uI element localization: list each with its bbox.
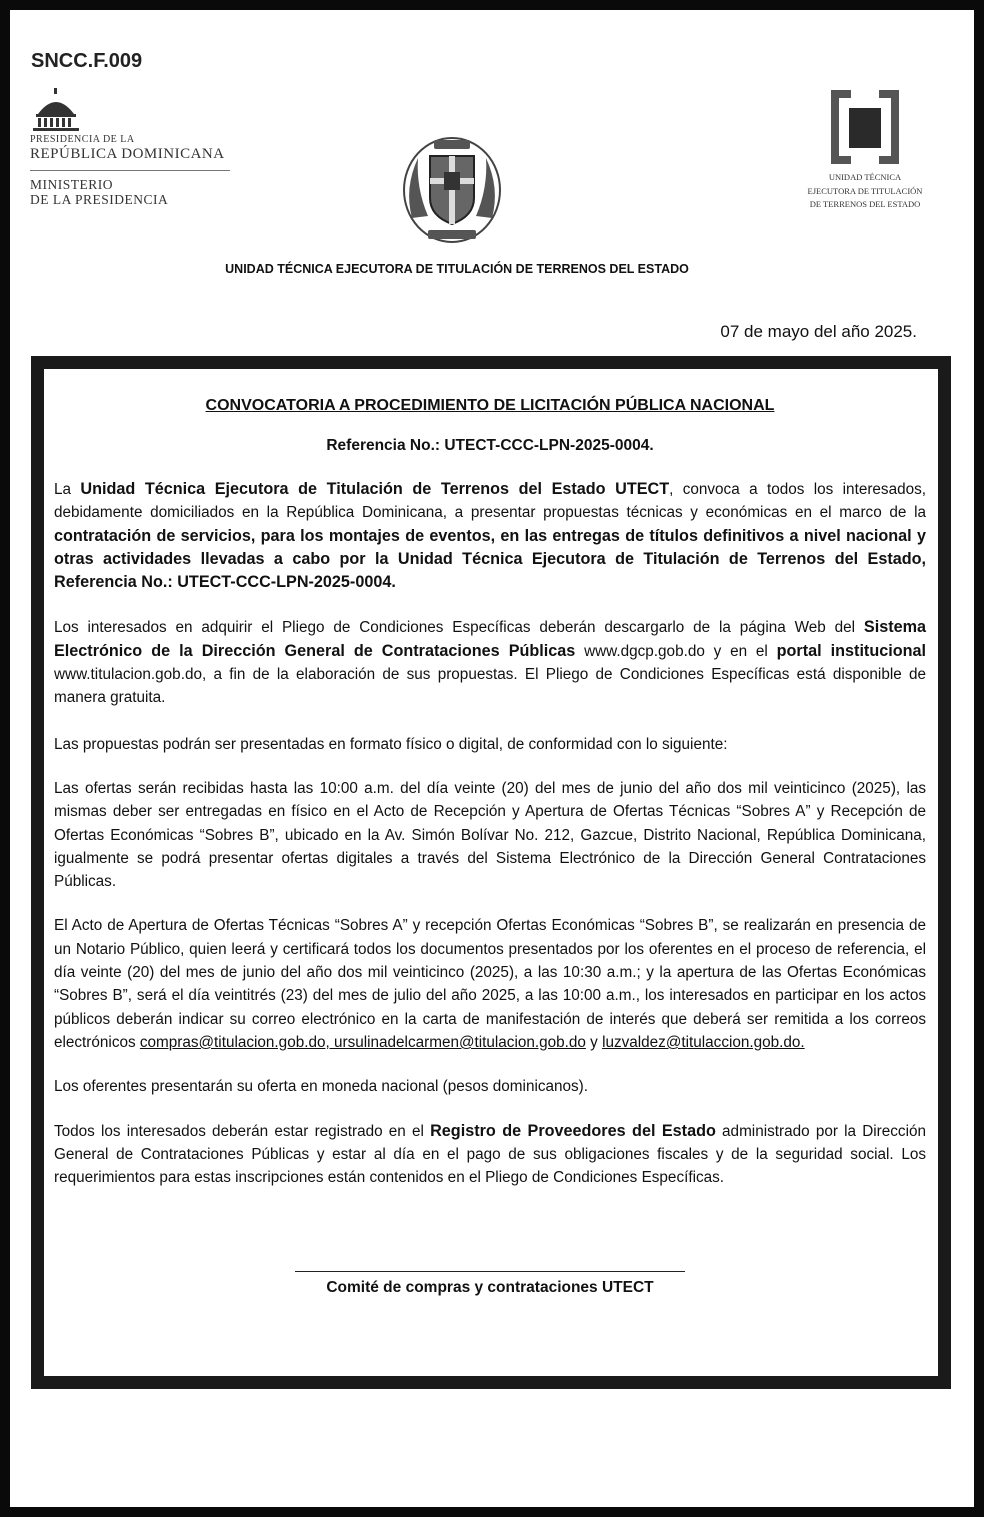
presidency-line-1: PRESIDENCIA DE LA [30,134,135,145]
email-link-luzvaldez[interactable]: luzvaldez@titulaccion.gob.do. [602,1033,805,1051]
paragraph-conditions: Los interesados en adquirir el Pliego de Condiciones Específicas deberán descargarlo de la página Web del Sistema Electrónico de la Dirección General de Contrataciones Públicas www.dgcp.gob.do y en el portal institucional www.titulacion.gob.do, a fin de la elaboración de sus propuestas. El Pliego de Condiciones Específicas está disponible de manera gratuita. [54,618,926,707]
coat-of-arms-icon [398,128,506,246]
agency-header: UNIDAD TÉCNICA EJECUTORA DE TITULACIÓN DE TERRENOS DEL ESTADO [225,262,689,276]
paragraph-format: Las propuestas podrán ser presentadas en formato físico o digital, de conformidad con lo siguiente: [54,735,728,753]
paragraph-deadline: Las ofertas serán recibidas hasta las 10:00 a.m. del día veinte (20) del mes de junio del año dos mil veinticinco (2025), las mismas deber ser entregadas en físico en el Acto de Recepción y Apertura de Ofertas Técnicas “Sobres A” y Recepción de Ofertas Económicas “Sobres B”, ubicado en la Av. Simón Bolívar No. 212, Gazcue, Distrito Nacional, República Dominicana, igualmente se podrá presentar ofertas digitales a través del Sistema Electrónico de la Dirección General Contrataciones Públicas. [54,779,926,891]
paragraph-registry: Todos los interesados deberán estar registrado en el Registro de Proveedores del Estado administrado por la Dirección General de Contrataciones Públicas y estar al día en el pago de sus obligaciones fiscales y de la seguridad social. Los requerimientos para estas inscripciones están contenidos en el Pliego de Condiciones Específicas. [54,1121,926,1187]
notice-box [31,356,951,1389]
capitol-dome-icon [30,88,82,132]
notice-content [54,369,926,1297]
ministry-line-2: DE LA PRESIDENCIA [30,192,169,207]
signature-committee: Comité de compras y contrataciones UTECT [326,1279,654,1297]
presidency-line-2: REPÚBLICA DOMINICANA [30,146,225,162]
logo-divider [30,170,230,171]
paragraph-currency: Los oferentes presentarán su oferta en moneda nacional (pesos dominicanos). [54,1078,589,1096]
utect-logo-line-2: EJECUTORA DE TITULACIÓN [807,185,923,196]
utect-logo-line-1: UNIDAD TÉCNICA [828,172,902,182]
ministry-line-1: MINISTERIO [30,177,113,192]
paragraph-opening: El Acto de Apertura de Ofertas Técnicas “Sobres A” y recepción Ofertas Económicas “Sobres B”, se realizarán en presencia de un Notario Público, quien leerá y certificará todos los documentos presentados por los oferentes en el proceso de referencia, el día veinte (20) del mes de junio del año dos mil veinticinco (2025), a las 10:30 a.m.; y la apertura de las Ofertas Económicas “Sobres B”, será el día veintitrés (23) del mes de julio del año 2025, a las 10:00 a.m., los interesados en participar en los actos públicos deberán indicar su correo electrónico en la carta de manifestación de interés que deberá ser remitida a los correos electrónicos compras@titulacion.gob.do, ursulinadelcarmen@titulacion.gob.do y luzvaldez@titulaccion.gob.do. [54,917,926,1051]
utect-logo-line-3: DE TERRENOS DEL ESTADO [809,199,921,209]
utect-emblem-icon [827,90,903,164]
paragraph-convocation: La Unidad Técnica Ejecutora de Titulación de Terrenos del Estado UTECT, convoca a todos los interesados, debidamente domiciliados en la República Dominicana, a presentar propuestas técnicas y económicas en el marco de la contratación de servicios, para los montajes de eventos, en las entregas de títulos definitivos a nivel nacional y otras actividades llevadas a cabo por la Unidad Técnica Ejecutora de Titulación de Terrenos del Estado, Referencia No.: UTECT-CCC-LPN-2025-0004. [54,480,926,592]
utect-logo [800,90,930,210]
email-link-compras[interactable]: compras@titulacion.gob.do, ursulinadelcarmen@titulacion.gob.do [139,1033,586,1051]
form-code: SNCC.F.009 [31,50,143,72]
document-date: 07 de mayo del año 2025. [720,322,917,341]
reference-number: Referencia No.: UTECT-CCC-LPN-2025-0004. [326,437,654,454]
notice-title: CONVOCATORIA A PROCEDIMIENTO DE LICITACIÓN PÚBLICA NACIONAL [205,397,775,414]
presidency-logo [30,88,250,207]
signature-line [295,1271,685,1272]
